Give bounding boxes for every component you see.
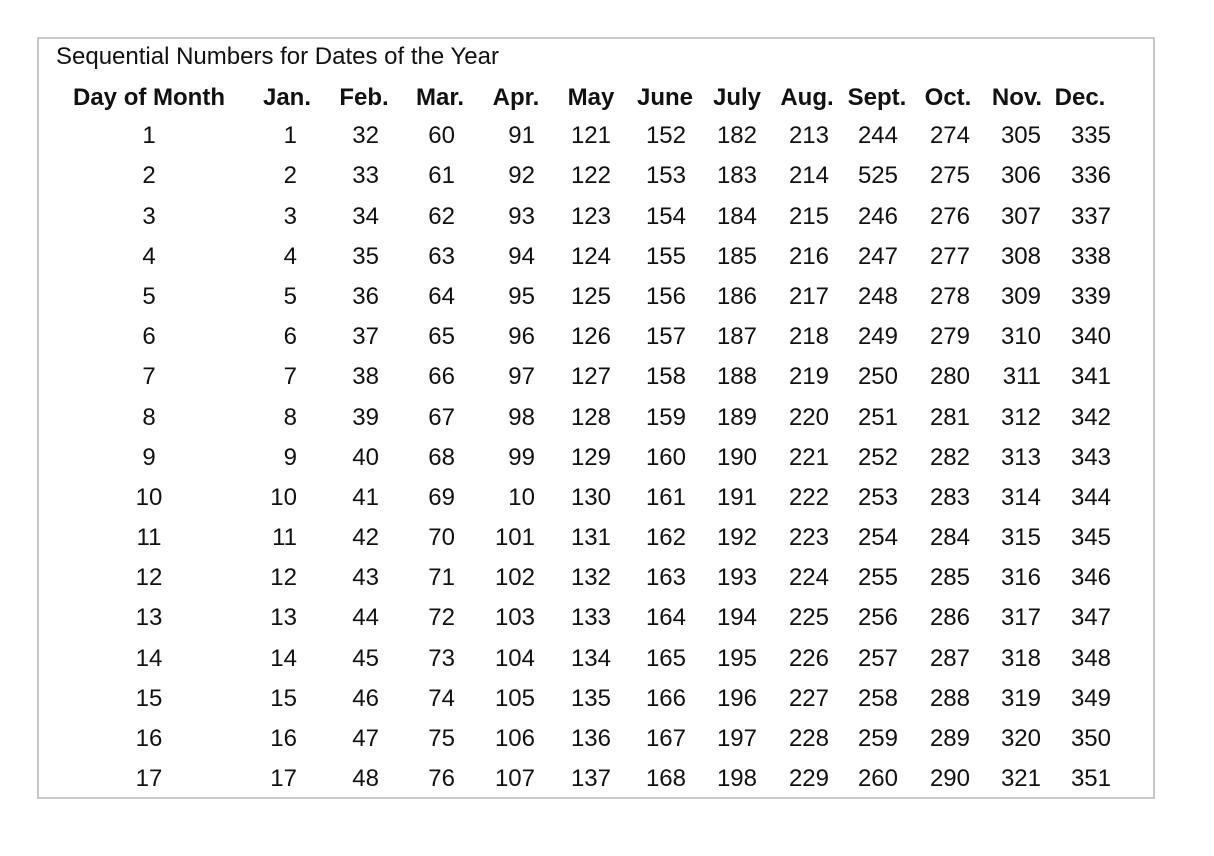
day-number-cell: 217 <box>788 282 829 310</box>
day-number-cell: 94 <box>508 242 535 270</box>
day-number-cell: 17 <box>270 765 297 793</box>
day-number-cell: 185 <box>716 242 757 270</box>
header-month: Nov. <box>991 84 1043 111</box>
day-of-month-cell: 9 <box>142 443 156 471</box>
day-number-cell: 123 <box>570 202 611 230</box>
table-row <box>39 598 1153 638</box>
day-number-cell: 67 <box>428 403 455 431</box>
day-number-cell: 14 <box>270 644 297 672</box>
header-month: Mar. <box>415 84 465 111</box>
day-number-cell: 225 <box>788 604 829 632</box>
day-number-cell: 247 <box>857 242 898 270</box>
day-number-cell: 153 <box>645 162 686 190</box>
day-number-cell: 525 <box>857 162 898 190</box>
day-number-cell: 93 <box>508 202 535 230</box>
table-row <box>39 518 1153 558</box>
day-number-cell: 351 <box>1070 765 1111 793</box>
day-number-cell: 220 <box>788 403 829 431</box>
day-number-cell: 244 <box>857 122 898 150</box>
day-number-cell: 165 <box>645 644 686 672</box>
day-number-cell: 166 <box>645 684 686 712</box>
table-row <box>39 277 1153 317</box>
day-number-cell: 16 <box>270 725 297 752</box>
day-number-cell: 5 <box>283 282 297 310</box>
day-number-cell: 125 <box>570 282 611 310</box>
day-number-cell: 257 <box>857 644 898 672</box>
day-number-cell: 281 <box>929 403 970 431</box>
header-month: Apr. <box>492 84 540 111</box>
day-number-cell: 346 <box>1070 564 1111 592</box>
day-number-cell: 253 <box>857 483 898 511</box>
day-number-cell: 33 <box>352 162 379 190</box>
day-number-cell: 124 <box>570 242 611 270</box>
header-month: Aug. <box>780 84 834 111</box>
day-number-cell: 48 <box>352 765 379 793</box>
day-number-cell: 339 <box>1070 282 1111 310</box>
day-number-cell: 128 <box>570 403 611 431</box>
day-number-cell: 160 <box>645 443 686 471</box>
day-number-cell: 250 <box>857 363 898 391</box>
day-number-cell: 10 <box>270 483 297 511</box>
day-number-cell: 218 <box>788 323 829 351</box>
day-number-cell: 167 <box>645 725 686 752</box>
day-number-cell: 189 <box>716 403 757 431</box>
day-number-cell: 309 <box>1000 282 1041 310</box>
day-number-cell: 187 <box>716 323 757 351</box>
day-number-cell: 320 <box>1000 725 1041 752</box>
day-number-cell: 338 <box>1070 242 1111 270</box>
day-number-cell: 65 <box>428 323 455 351</box>
day-number-cell: 337 <box>1070 202 1111 230</box>
day-number-cell: 196 <box>716 684 757 712</box>
day-of-month-cell: 4 <box>142 242 156 270</box>
sequential-date-table <box>39 76 1153 799</box>
day-number-cell: 99 <box>508 443 535 471</box>
table-row <box>39 317 1153 357</box>
day-number-cell: 308 <box>1000 242 1041 270</box>
day-number-cell: 3 <box>283 202 297 230</box>
day-number-cell: 126 <box>570 323 611 351</box>
day-number-cell: 131 <box>570 524 611 552</box>
day-of-month-cell: 5 <box>142 282 156 310</box>
table-row <box>39 478 1153 518</box>
table-row <box>39 156 1153 196</box>
day-number-cell: 130 <box>570 483 611 511</box>
day-number-cell: 345 <box>1070 524 1111 552</box>
day-of-month-cell: 6 <box>142 323 156 351</box>
day-number-cell: 168 <box>645 765 686 793</box>
day-number-cell: 186 <box>716 282 757 310</box>
day-number-cell: 290 <box>929 765 970 793</box>
table-row <box>39 639 1153 679</box>
day-number-cell: 248 <box>857 282 898 310</box>
day-number-cell: 280 <box>929 363 970 391</box>
table-row <box>39 237 1153 277</box>
day-number-cell: 226 <box>788 644 829 672</box>
day-number-cell: 105 <box>494 684 535 712</box>
day-number-cell: 197 <box>716 725 757 752</box>
header-month: July <box>712 84 762 111</box>
day-number-cell: 39 <box>352 403 379 431</box>
day-number-cell: 73 <box>428 644 455 672</box>
day-number-cell: 311 <box>1002 363 1041 391</box>
day-number-cell: 133 <box>570 604 611 632</box>
day-number-cell: 91 <box>508 122 535 150</box>
day-number-cell: 10 <box>508 483 535 511</box>
day-number-cell: 121 <box>570 122 611 150</box>
day-number-cell: 276 <box>929 202 970 230</box>
table-row <box>39 197 1153 237</box>
day-number-cell: 74 <box>428 684 455 712</box>
day-number-cell: 164 <box>645 604 686 632</box>
day-number-cell: 75 <box>428 725 455 752</box>
table-row <box>39 398 1153 438</box>
day-of-month-cell: 8 <box>142 403 156 431</box>
day-number-cell: 38 <box>352 363 379 391</box>
table-row <box>39 116 1153 156</box>
day-number-cell: 194 <box>716 604 757 632</box>
day-of-month-cell: 13 <box>135 604 163 632</box>
day-number-cell: 162 <box>645 524 686 552</box>
day-number-cell: 336 <box>1070 162 1111 190</box>
day-number-cell: 195 <box>716 644 757 672</box>
day-of-month-cell: 11 <box>136 524 162 552</box>
day-number-cell: 183 <box>716 162 757 190</box>
day-number-cell: 101 <box>494 524 535 552</box>
day-number-cell: 315 <box>1000 524 1041 552</box>
day-number-cell: 319 <box>1000 684 1041 712</box>
day-number-cell: 15 <box>270 684 297 712</box>
day-number-cell: 343 <box>1070 443 1111 471</box>
day-number-cell: 198 <box>716 765 757 793</box>
header-month: Jan. <box>262 84 312 111</box>
day-number-cell: 284 <box>929 524 970 552</box>
day-number-cell: 98 <box>508 403 535 431</box>
day-number-cell: 69 <box>428 483 455 511</box>
day-number-cell: 312 <box>1000 403 1041 431</box>
day-number-cell: 306 <box>1000 162 1041 190</box>
day-number-cell: 102 <box>494 564 535 592</box>
day-number-cell: 41 <box>352 483 379 511</box>
day-number-cell: 229 <box>788 765 829 793</box>
day-number-cell: 317 <box>1000 604 1041 632</box>
day-number-cell: 76 <box>428 765 455 793</box>
day-of-month-cell: 12 <box>135 564 163 592</box>
day-number-cell: 278 <box>929 282 970 310</box>
day-number-cell: 184 <box>716 202 757 230</box>
day-number-cell: 37 <box>352 323 379 351</box>
day-number-cell: 227 <box>788 684 829 712</box>
header-month: Feb. <box>339 84 389 111</box>
day-number-cell: 159 <box>645 403 686 431</box>
header-month: Dec. <box>1054 84 1106 111</box>
day-of-month-cell: 15 <box>135 684 163 712</box>
header-month: Oct. <box>924 84 972 111</box>
table-row <box>39 759 1153 799</box>
day-number-cell: 4 <box>283 242 297 270</box>
day-number-cell: 95 <box>508 282 535 310</box>
day-number-cell: 277 <box>929 242 970 270</box>
day-number-cell: 193 <box>716 564 757 592</box>
day-number-cell: 219 <box>788 363 829 391</box>
day-number-cell: 68 <box>428 443 455 471</box>
day-number-cell: 132 <box>570 564 611 592</box>
day-number-cell: 152 <box>645 122 686 150</box>
day-number-cell: 137 <box>570 765 611 793</box>
day-number-cell: 215 <box>788 202 829 230</box>
day-number-cell: 155 <box>645 242 686 270</box>
day-number-cell: 223 <box>788 524 829 552</box>
day-number-cell: 307 <box>1000 202 1041 230</box>
day-number-cell: 249 <box>857 323 898 351</box>
day-number-cell: 222 <box>788 483 829 511</box>
day-number-cell: 92 <box>508 162 535 190</box>
day-number-cell: 154 <box>645 202 686 230</box>
day-number-cell: 9 <box>283 443 297 471</box>
day-number-cell: 43 <box>352 564 379 592</box>
day-of-month-cell: 1 <box>142 122 156 150</box>
day-of-month-cell: 14 <box>135 644 163 672</box>
day-number-cell: 228 <box>788 725 829 752</box>
day-number-cell: 255 <box>857 564 898 592</box>
day-number-cell: 135 <box>570 684 611 712</box>
day-number-cell: 313 <box>1000 443 1041 471</box>
day-number-cell: 13 <box>270 604 297 632</box>
day-number-cell: 34 <box>352 202 379 230</box>
day-number-cell: 11 <box>272 524 297 552</box>
day-number-cell: 104 <box>494 644 535 672</box>
day-number-cell: 190 <box>716 443 757 471</box>
day-number-cell: 335 <box>1070 122 1111 150</box>
day-number-cell: 106 <box>494 725 535 752</box>
day-number-cell: 258 <box>857 684 898 712</box>
day-number-cell: 129 <box>570 443 611 471</box>
day-of-month-cell: 10 <box>135 483 163 511</box>
day-number-cell: 97 <box>508 363 535 391</box>
day-number-cell: 310 <box>1000 323 1041 351</box>
header-day-of-month: Day of Month <box>73 84 225 111</box>
day-number-cell: 349 <box>1070 684 1111 712</box>
day-number-cell: 321 <box>1000 765 1041 793</box>
day-number-cell: 316 <box>1000 564 1041 592</box>
day-number-cell: 288 <box>929 684 970 712</box>
day-number-cell: 285 <box>929 564 970 592</box>
day-number-cell: 60 <box>428 122 455 150</box>
day-number-cell: 158 <box>645 363 686 391</box>
day-number-cell: 348 <box>1070 644 1111 672</box>
header-month: May <box>567 84 615 111</box>
day-of-month-cell: 16 <box>135 725 163 752</box>
day-number-cell: 314 <box>1000 483 1041 511</box>
day-number-cell: 287 <box>929 644 970 672</box>
table-row <box>39 438 1153 478</box>
day-number-cell: 214 <box>788 162 829 190</box>
day-number-cell: 32 <box>352 122 379 150</box>
day-number-cell: 188 <box>716 363 757 391</box>
table-row <box>39 558 1153 598</box>
day-number-cell: 254 <box>857 524 898 552</box>
day-number-cell: 2 <box>283 162 297 190</box>
day-of-month-cell: 2 <box>142 162 156 190</box>
day-number-cell: 344 <box>1070 483 1111 511</box>
day-number-cell: 61 <box>428 162 455 190</box>
day-of-month-cell: 17 <box>135 765 163 793</box>
day-number-cell: 347 <box>1070 604 1111 632</box>
day-of-month-cell: 7 <box>142 363 156 391</box>
day-number-cell: 47 <box>352 725 379 752</box>
day-number-cell: 96 <box>508 323 535 351</box>
day-number-cell: 213 <box>788 122 829 150</box>
day-number-cell: 107 <box>494 765 535 793</box>
day-number-cell: 283 <box>929 483 970 511</box>
day-number-cell: 163 <box>645 564 686 592</box>
day-number-cell: 156 <box>645 282 686 310</box>
day-of-month-cell: 3 <box>142 202 156 230</box>
day-number-cell: 286 <box>929 604 970 632</box>
table-row <box>39 719 1153 759</box>
table-frame <box>37 37 1155 799</box>
day-number-cell: 66 <box>428 363 455 391</box>
day-number-cell: 1 <box>283 122 297 150</box>
day-number-cell: 182 <box>716 122 757 150</box>
day-number-cell: 122 <box>570 162 611 190</box>
day-number-cell: 40 <box>352 443 379 471</box>
day-number-cell: 71 <box>428 564 455 592</box>
table-row <box>39 679 1153 719</box>
day-number-cell: 63 <box>428 242 455 270</box>
day-number-cell: 221 <box>788 443 829 471</box>
day-number-cell: 46 <box>352 684 379 712</box>
day-number-cell: 45 <box>352 644 379 672</box>
day-number-cell: 12 <box>270 564 297 592</box>
day-number-cell: 62 <box>428 202 455 230</box>
day-number-cell: 136 <box>570 725 611 752</box>
day-number-cell: 350 <box>1070 725 1111 752</box>
day-number-cell: 134 <box>570 644 611 672</box>
day-number-cell: 8 <box>283 403 297 431</box>
day-number-cell: 282 <box>929 443 970 471</box>
day-number-cell: 161 <box>645 483 686 511</box>
day-number-cell: 35 <box>352 242 379 270</box>
day-number-cell: 70 <box>428 524 455 552</box>
table-row <box>39 357 1153 397</box>
day-number-cell: 305 <box>1000 122 1041 150</box>
day-number-cell: 259 <box>857 725 898 752</box>
day-number-cell: 72 <box>428 604 455 632</box>
day-number-cell: 251 <box>857 403 898 431</box>
table-header-row <box>39 76 1153 116</box>
day-number-cell: 289 <box>929 725 970 752</box>
day-number-cell: 341 <box>1070 363 1111 391</box>
day-number-cell: 103 <box>494 604 535 632</box>
day-number-cell: 318 <box>1000 644 1041 672</box>
table-caption: Sequential Numbers for Dates of the Year <box>56 43 499 70</box>
day-number-cell: 256 <box>857 604 898 632</box>
day-number-cell: 260 <box>857 765 898 793</box>
day-number-cell: 274 <box>929 122 970 150</box>
day-number-cell: 191 <box>716 483 757 511</box>
day-number-cell: 275 <box>929 162 970 190</box>
day-number-cell: 246 <box>857 202 898 230</box>
day-number-cell: 224 <box>788 564 829 592</box>
header-month: Sept. <box>847 84 907 111</box>
day-number-cell: 44 <box>352 604 379 632</box>
day-number-cell: 157 <box>645 323 686 351</box>
day-number-cell: 342 <box>1070 403 1111 431</box>
day-number-cell: 192 <box>716 524 757 552</box>
day-number-cell: 36 <box>352 282 379 310</box>
day-number-cell: 279 <box>929 323 970 351</box>
day-number-cell: 42 <box>352 524 379 552</box>
day-number-cell: 216 <box>788 242 829 270</box>
day-number-cell: 340 <box>1070 323 1111 351</box>
day-number-cell: 7 <box>283 363 297 391</box>
header-month: June <box>636 84 693 111</box>
day-number-cell: 6 <box>283 323 297 351</box>
day-number-cell: 252 <box>857 443 898 471</box>
day-number-cell: 127 <box>570 363 611 391</box>
day-number-cell: 64 <box>428 282 455 310</box>
